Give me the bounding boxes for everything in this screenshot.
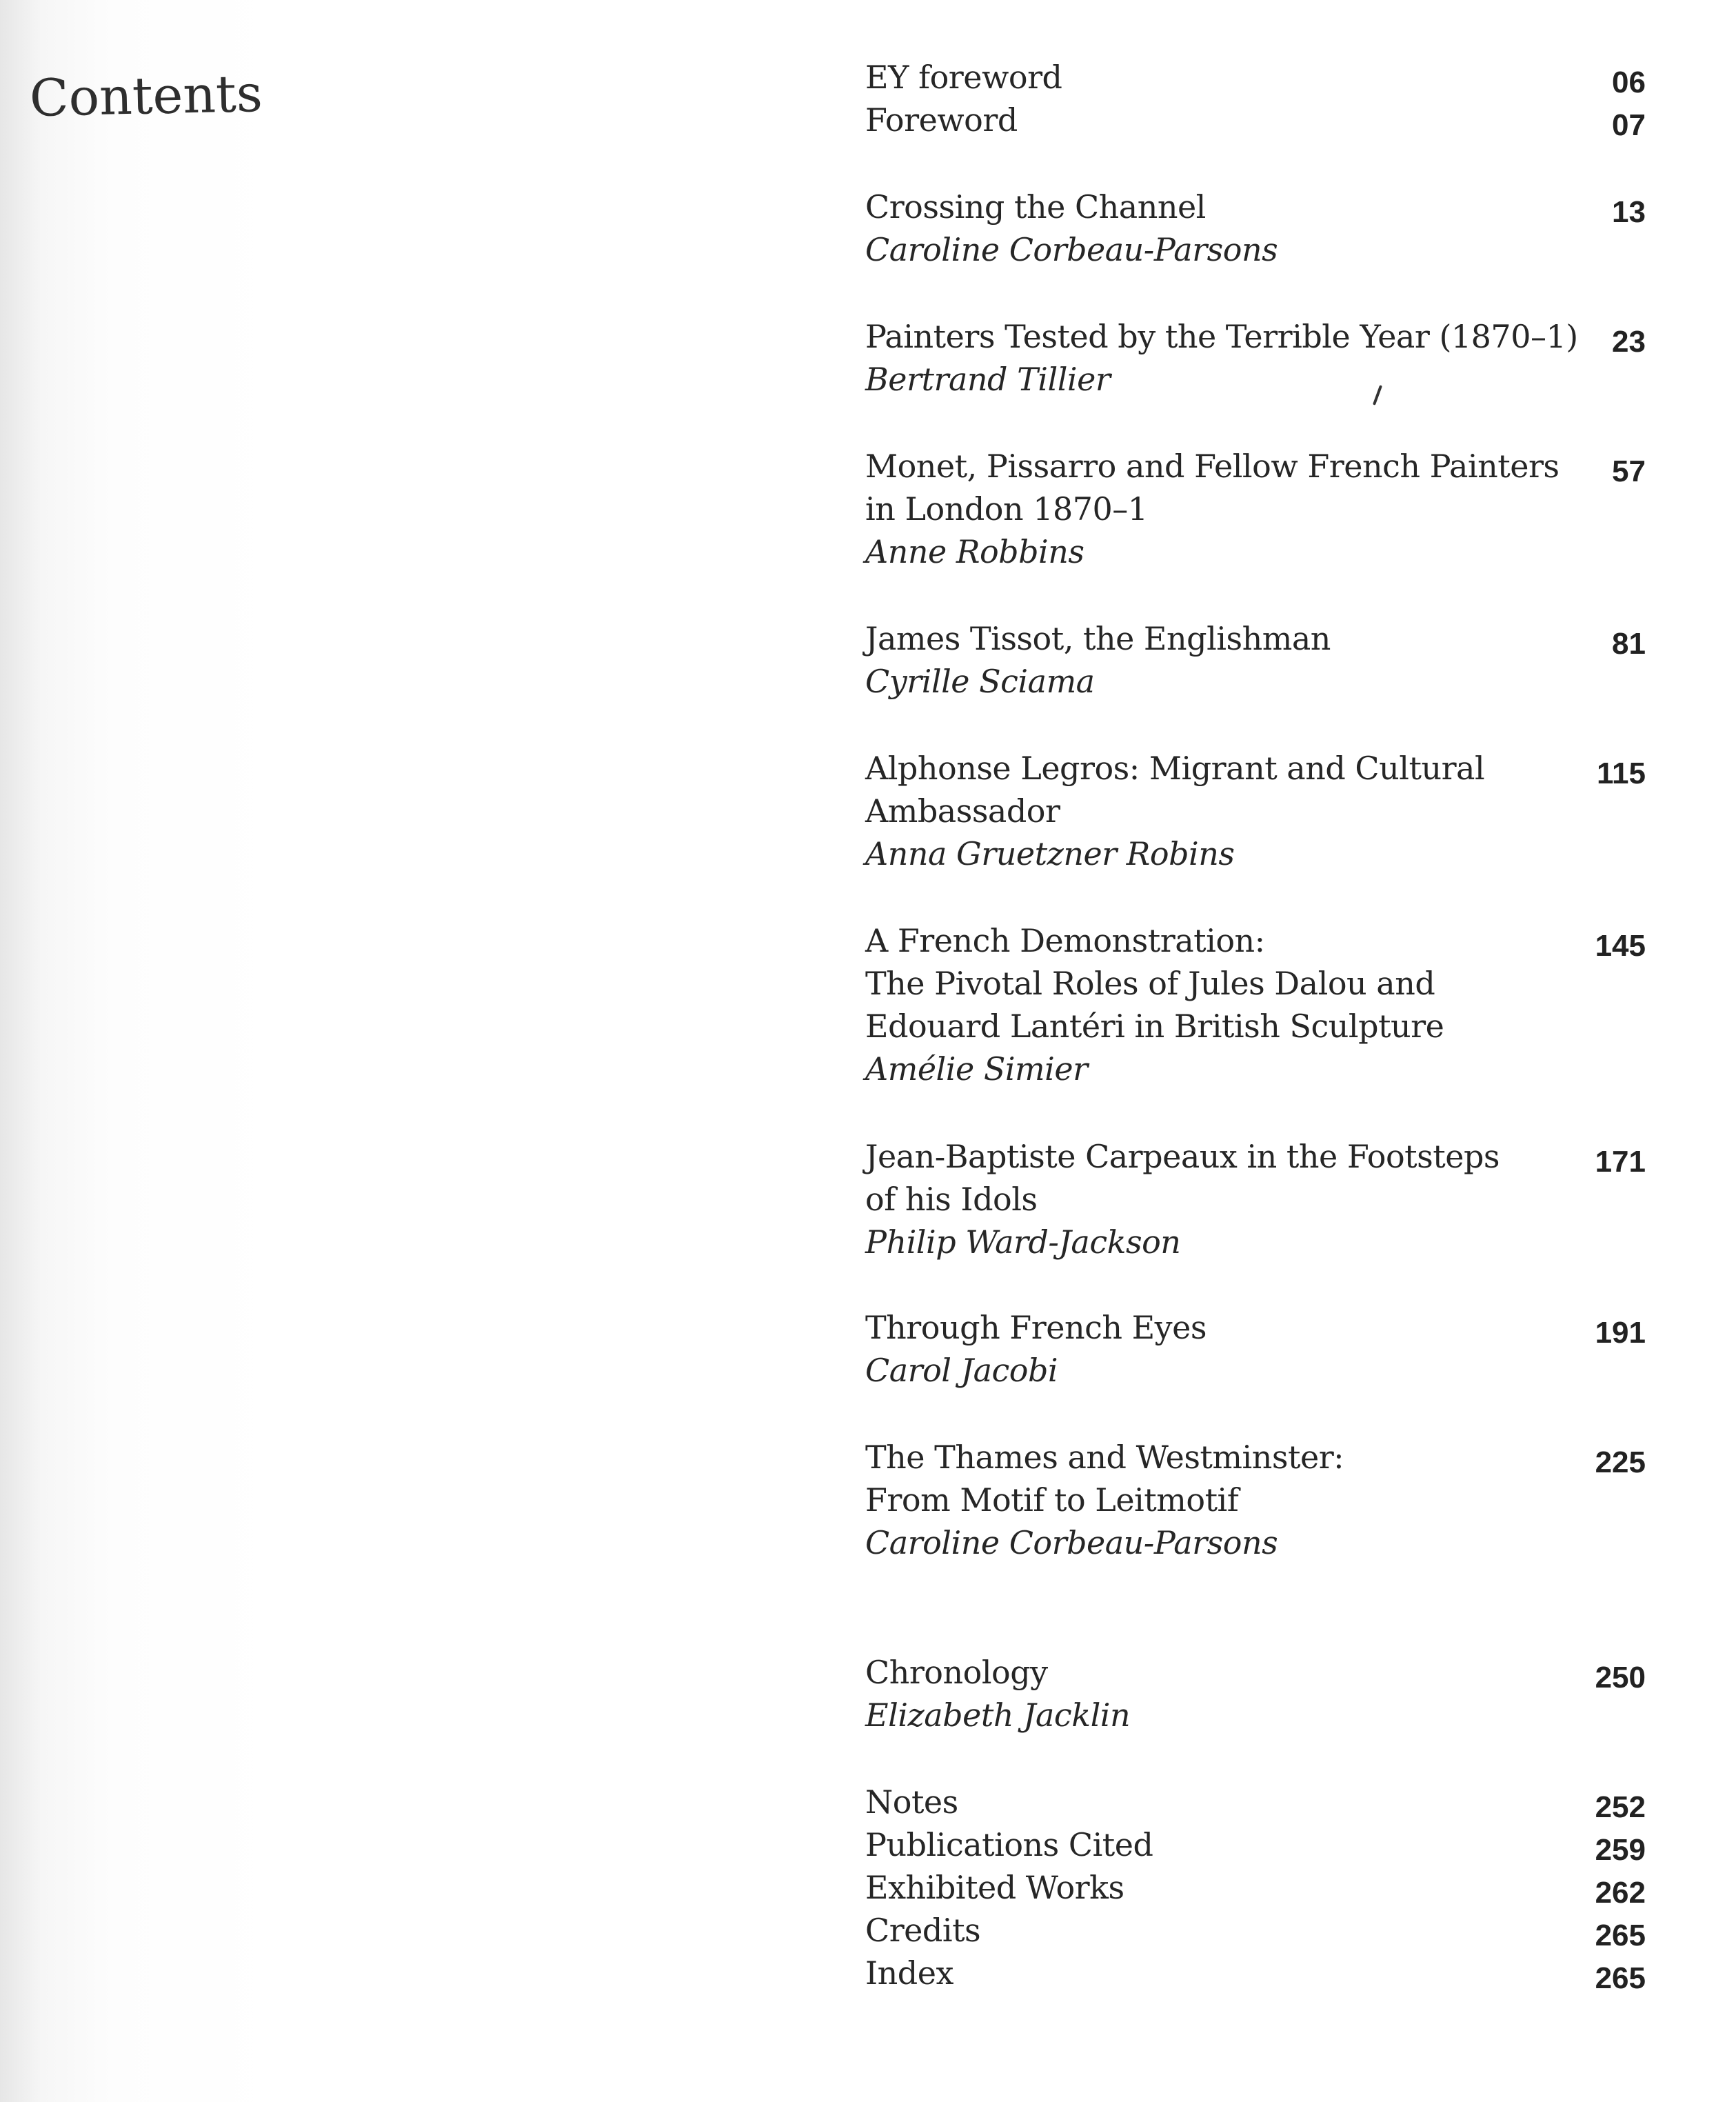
page-number: 191 bbox=[1595, 1316, 1646, 1350]
page-number: 06 bbox=[1612, 66, 1646, 99]
toc-entry bbox=[865, 617, 1646, 703]
entry-title: in London 1870–1 bbox=[865, 490, 1148, 528]
entry-title: The Pivotal Roles of Jules Dalou and bbox=[865, 965, 1435, 1002]
entry-title: A French Demonstration: bbox=[865, 922, 1265, 959]
entry-title: Publications Cited bbox=[865, 1826, 1153, 1863]
toc-entry bbox=[865, 1781, 1646, 1823]
page-number: 171 bbox=[1595, 1145, 1646, 1179]
entry-title: Crossing the Channel bbox=[865, 188, 1206, 226]
entry-title: Painters Tested by the Terrible Year (1870–1) bbox=[865, 318, 1578, 355]
toc-entry bbox=[865, 747, 1646, 875]
entry-title: Exhibited Works bbox=[865, 1869, 1124, 1906]
page-number: 57 bbox=[1612, 454, 1646, 488]
entry-author: Caroline Corbeau-Parsons bbox=[865, 231, 1278, 268]
entry-author: Elizabeth Jacklin bbox=[865, 1696, 1131, 1734]
page-number: 81 bbox=[1612, 627, 1646, 661]
page-number: 07 bbox=[1612, 108, 1646, 142]
entry-title: Alphonse Legros: Migrant and Cultural bbox=[865, 750, 1485, 787]
page-number: 259 bbox=[1595, 1833, 1646, 1867]
toc-entry bbox=[865, 919, 1646, 1090]
entry-title: The Thames and Westminster: bbox=[865, 1439, 1344, 1476]
entry-author: Philip Ward-Jackson bbox=[865, 1223, 1181, 1261]
page-number: 145 bbox=[1595, 929, 1646, 963]
toc-entry bbox=[865, 1651, 1646, 1736]
toc-entry bbox=[865, 1306, 1646, 1392]
entry-title: Foreword bbox=[865, 101, 1018, 139]
entry-author: Anna Gruetzner Robins bbox=[865, 835, 1235, 872]
entry-title: Index bbox=[865, 1954, 953, 1992]
toc-entry bbox=[865, 1909, 1646, 1952]
entry-title: EY foreword bbox=[865, 59, 1062, 96]
toc-entry bbox=[865, 445, 1646, 573]
entry-title: From Motif to Leitmotif bbox=[865, 1481, 1239, 1519]
entry-author: Cyrille Sciama bbox=[865, 663, 1095, 700]
toc-entry bbox=[865, 315, 1646, 401]
page-title: Contents bbox=[29, 63, 263, 128]
toc-entry bbox=[865, 186, 1646, 271]
page-number: 13 bbox=[1612, 195, 1646, 229]
page-number: 23 bbox=[1612, 325, 1646, 359]
entry-title: Edouard Lantéri in British Sculpture bbox=[865, 1008, 1444, 1045]
toc-entry bbox=[865, 1823, 1646, 1866]
page-number: 265 bbox=[1595, 1919, 1646, 1952]
entry-title: of his Idols bbox=[865, 1181, 1038, 1218]
entry-title: Credits bbox=[865, 1912, 981, 1949]
toc-entry bbox=[865, 99, 1646, 141]
toc-entry bbox=[865, 1952, 1646, 1994]
entry-author: Caroline Corbeau-Parsons bbox=[865, 1524, 1278, 1561]
toc-entry bbox=[865, 1135, 1646, 1263]
toc-entry bbox=[865, 56, 1646, 99]
entry-author: Carol Jacobi bbox=[865, 1352, 1058, 1389]
entry-title: Notes bbox=[865, 1783, 958, 1821]
entry-author: Anne Robbins bbox=[865, 533, 1084, 570]
entry-title: Chronology bbox=[865, 1654, 1048, 1691]
entry-title: Monet, Pissarro and Fellow French Painters bbox=[865, 448, 1560, 485]
entry-title: Through French Eyes bbox=[865, 1309, 1207, 1346]
page-number: 265 bbox=[1595, 1961, 1646, 1995]
toc-entry bbox=[865, 1866, 1646, 1909]
page-number: 252 bbox=[1595, 1790, 1646, 1824]
page-number: 225 bbox=[1595, 1445, 1646, 1479]
entry-title: Jean-Baptiste Carpeaux in the Footsteps bbox=[865, 1138, 1500, 1175]
page-number: 262 bbox=[1595, 1876, 1646, 1910]
entry-author: Amélie Simier bbox=[865, 1050, 1088, 1088]
entry-title: Ambassador bbox=[865, 792, 1060, 830]
page-number: 115 bbox=[1597, 757, 1646, 790]
entry-title: James Tissot, the Englishman bbox=[865, 620, 1331, 657]
page-number: 250 bbox=[1595, 1661, 1646, 1694]
entry-author: Bertrand Tillier bbox=[865, 361, 1111, 398]
toc-entry bbox=[865, 1436, 1646, 1564]
